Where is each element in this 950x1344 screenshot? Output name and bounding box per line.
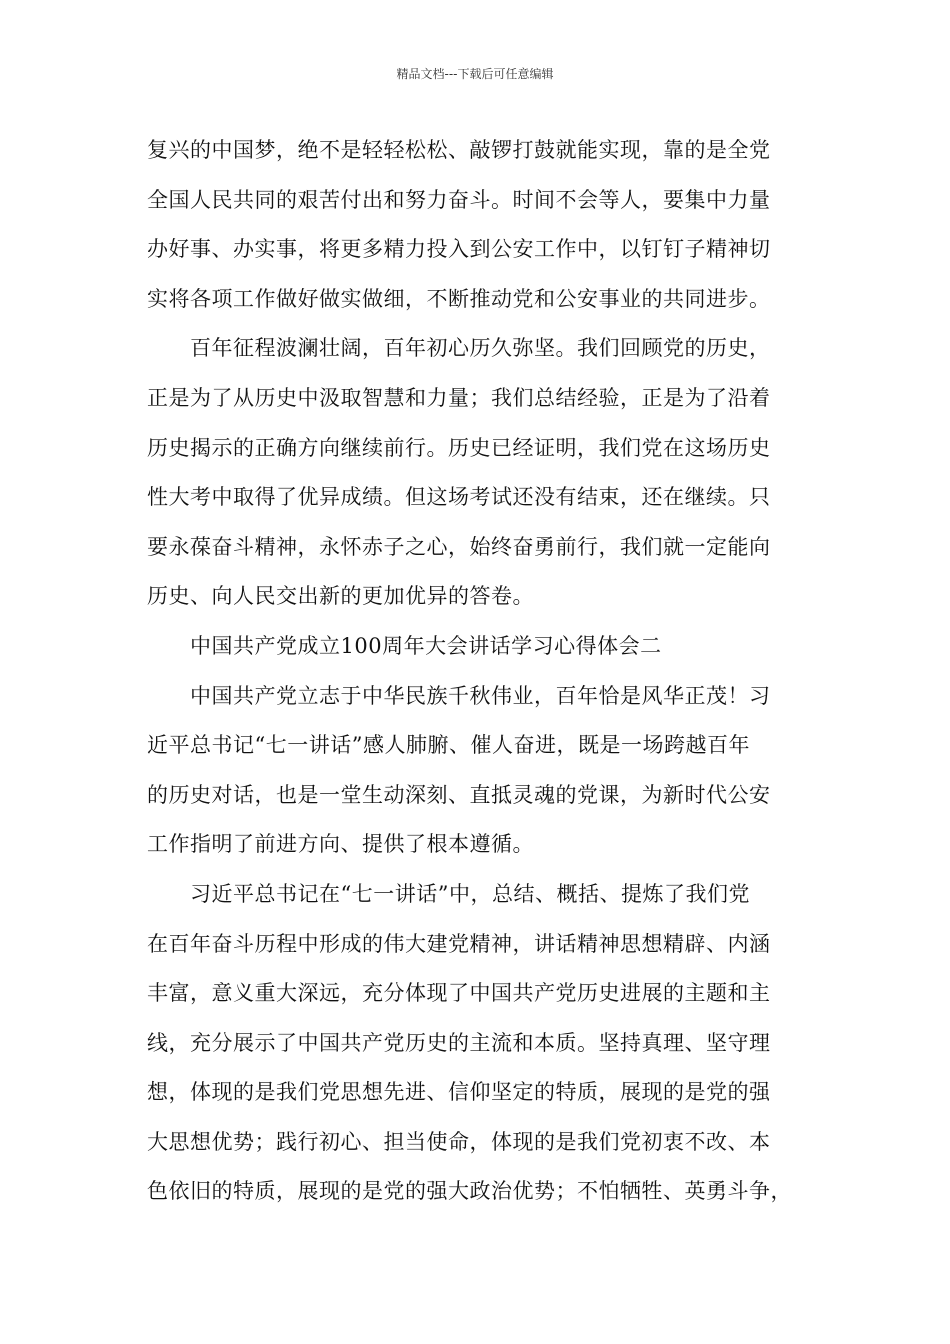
text-line: 性大考中取得了优异成绩。但这场考试还没有结束，还在继续。只 (147, 485, 771, 510)
text-line: 要永葆奋斗精神，永怀赤子之心，始终奋勇前行，我们就一定能向 (147, 534, 771, 559)
text-line: 全国人民共同的艰苦付出和努力奋斗。时间不会等人，要集中力量 (147, 187, 771, 212)
text-line: 办好事、办实事，将更多精力投入到公安工作中，以钉钉子精神切 (147, 237, 771, 262)
text-line: 工作指明了前进方向、提供了根本遵循。 (147, 832, 534, 857)
text-line: 在百年奋斗历程中形成的伟大建党精神，讲话精神思想精辟、内涵 (147, 931, 771, 956)
text-line: 中国共产党立志于中华民族千秋伟业，百年恰是风华正茂！习 (190, 683, 771, 708)
text-line: 色依旧的特质，展现的是党的强大政治优势；不怕牺牲、英勇斗争， (147, 1179, 792, 1204)
section-heading: 中国共产党成立100周年大会讲话学习心得体会二 (190, 633, 662, 658)
document-body (147, 126, 833, 1217)
text-line: 正是为了从历史中汲取智慧和力量；我们总结经验，正是为了沿着 (147, 385, 771, 410)
text-line: 丰富，意义重大深远，充分体现了中国共产党历史进展的主题和主 (147, 981, 771, 1006)
page-header: 精品文档---下载后可任意编辑 (396, 67, 554, 81)
text-line: 复兴的中国梦，绝不是轻轻松松、敲锣打鼓就能实现，靠的是全党 (147, 138, 771, 162)
text-line: 近平总书记“七一讲话”感人肺腑、催人奋进，既是一场跨越百年 (147, 733, 750, 758)
text-line: 大思想优势；践行初心、担当使命，体现的是我们党初衷不改、本 (147, 1129, 771, 1154)
text-line: 想，体现的是我们党思想先进、信仰坚定的特质，展现的是党的强 (147, 1080, 771, 1105)
text-line: 线，充分展示了中国共产党历史的主流和本质。坚持真理、坚守理 (147, 1030, 771, 1055)
text-line: 百年征程波澜壮阔，百年初心历久弥坚。我们回顾党的历史， (190, 336, 771, 361)
text-line: 习近平总书记在“七一讲话”中，总结、概括、提炼了我们党 (190, 881, 750, 906)
text-line: 历史揭示的正确方向继续前行。历史已经证明，我们党在这场历史 (147, 435, 771, 460)
text-line: 实将各项工作做好做实做细，不断推动党和公安事业的共同进步。 (147, 286, 771, 311)
text-line: 的历史对话，也是一堂生动深刻、直抵灵魂的党课，为新时代公安 (147, 782, 771, 807)
text-line: 历史、向人民交出新的更加优异的答卷。 (147, 584, 534, 609)
